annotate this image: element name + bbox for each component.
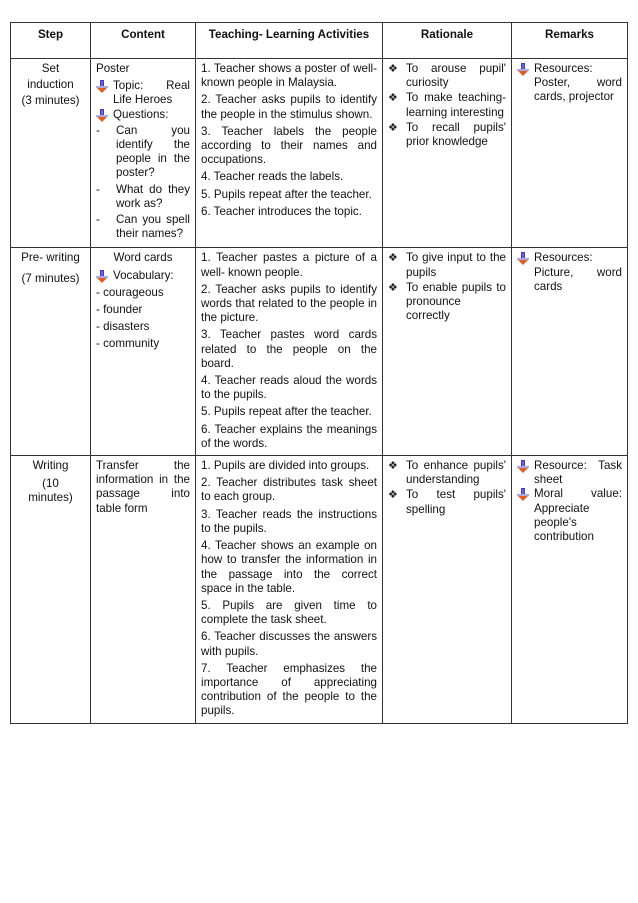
list-item: Moral value: Appreciate people's contribution xyxy=(517,487,622,544)
activity-step: 5. Pupils are given time to complete the task sheet. xyxy=(201,598,377,627)
activities-cell xyxy=(196,248,383,456)
activity-step: 6. Teacher discusses the answers with pupils. xyxy=(201,630,377,658)
activity-step: 4. Teacher reads aloud the words to the pupils. xyxy=(201,374,377,402)
pointer-bullet-icon xyxy=(517,252,529,265)
activities-cell xyxy=(196,59,383,248)
activity-step: 5. Pupils repeat after the teacher. xyxy=(201,405,372,419)
list-item: ❖ To enhance pupils' understanding xyxy=(388,459,506,487)
activities-cell xyxy=(196,456,383,723)
vocabulary-item: - courageous xyxy=(96,285,164,299)
diamond-bullet-icon: ❖ xyxy=(388,489,398,502)
step-name: Pre- writing xyxy=(21,251,80,265)
remarks-cell xyxy=(512,59,628,248)
list-item: ❖ To recall pupils' prior knowledge xyxy=(388,120,506,149)
pointer-bullet-icon xyxy=(517,460,529,473)
list-item: Vocabulary: xyxy=(96,269,190,283)
vocabulary-item: - disasters xyxy=(96,320,150,334)
table-row xyxy=(11,248,628,456)
vocabulary-item: - community xyxy=(96,337,160,351)
activity-step: 2. Teacher asks pupils to identify the people in the stimulus shown. xyxy=(201,93,377,121)
activity-step: 5. Pupils repeat after the teacher. xyxy=(201,187,372,201)
pointer-bullet-icon xyxy=(517,63,529,76)
list-item: ❖ To enable pupils to pronounce correctly xyxy=(388,280,506,323)
step-cell xyxy=(11,456,91,723)
activity-step: 1. Teacher pastes a picture of a well- known people. xyxy=(201,251,377,279)
pointer-bullet-icon xyxy=(96,270,108,283)
diamond-bullet-icon: ❖ xyxy=(388,281,398,294)
diamond-bullet-icon: ❖ xyxy=(388,92,398,105)
content-title: Poster xyxy=(96,62,130,75)
activity-step: 1. Teacher shows a poster of well- known people in Malaysia. xyxy=(201,62,377,90)
remarks-cell xyxy=(512,248,628,456)
diamond-bullet-icon: ❖ xyxy=(388,121,398,134)
step-duration: minutes) xyxy=(28,491,73,505)
content-text: Transfer the information in the passage into table form xyxy=(96,459,190,515)
header-content: Content xyxy=(91,23,196,59)
question-item: - Can you spell their names? xyxy=(96,213,190,241)
activity-step: 6. Teacher explains the meanings of the words. xyxy=(201,422,377,450)
vocabulary-item: - founder xyxy=(96,303,143,317)
header-activities: Teaching- Learning Activities xyxy=(196,23,383,59)
content-cell xyxy=(91,59,196,248)
diamond-bullet-icon: ❖ xyxy=(388,460,398,473)
activity-step: 4. Teacher shows an example on how to transfer the information in the passage into the correct space in the table. xyxy=(201,539,377,595)
step-name: Set xyxy=(41,62,60,75)
list-item: Resources: Picture, word cards xyxy=(517,251,622,294)
step-cell xyxy=(11,59,91,248)
list-item: ❖ To arouse pupil' curiosity xyxy=(388,62,506,90)
step-name: induction xyxy=(27,78,74,92)
remarks-cell xyxy=(512,456,628,723)
header-rationale: Rationale xyxy=(383,23,512,59)
diamond-bullet-icon: ❖ xyxy=(388,252,398,265)
list-item: Topic: Real Life Heroes xyxy=(96,79,190,107)
diamond-bullet-icon: ❖ xyxy=(388,63,398,75)
list-item: ❖ To make teaching-learning interesting xyxy=(388,91,506,119)
header-remarks: Remarks xyxy=(512,23,628,59)
activity-step: 6. Teacher introduces the topic. xyxy=(201,204,362,218)
pointer-bullet-icon xyxy=(517,488,529,501)
pointer-bullet-icon xyxy=(96,80,108,93)
step-duration: (7 minutes) xyxy=(21,271,80,285)
activity-step: 1. Pupils are divided into groups. xyxy=(201,459,370,473)
question-item: - Can you identify the people in the poster? xyxy=(96,123,190,180)
activity-step: 3. Teacher labels the people according to their names and occupations. xyxy=(201,124,377,167)
table-row xyxy=(11,59,628,248)
lesson-plan-table xyxy=(10,22,628,724)
activity-step: 3. Teacher pastes word cards related to the people on the board. xyxy=(201,328,377,370)
rationale-cell xyxy=(383,248,512,456)
list-item: Questions: xyxy=(96,108,190,122)
step-duration: (3 minutes) xyxy=(21,94,80,108)
step-duration: (10 xyxy=(42,477,59,491)
list-item: ❖ To give input to the pupils xyxy=(388,251,506,279)
activity-step: 2. Teacher distributes task sheet to each group. xyxy=(201,476,377,504)
content-cell xyxy=(91,456,196,723)
question-item: - What do they work as? xyxy=(96,182,190,210)
header-row xyxy=(11,23,628,59)
content-cell xyxy=(91,248,196,456)
activity-step: 7. Teacher emphasizes the importance of appreciating contribution of the people to the pupils. xyxy=(201,661,377,718)
list-item: Resource: Task sheet xyxy=(517,459,622,487)
activity-step: 4. Teacher reads the labels. xyxy=(201,170,344,184)
activity-step: 3. Teacher reads the instructions to the pupils. xyxy=(201,507,377,535)
step-cell xyxy=(11,248,91,456)
table-row xyxy=(11,456,628,723)
list-item: Resources: Poster, word cards, projector xyxy=(517,62,622,105)
pointer-bullet-icon xyxy=(96,109,108,122)
content-title: Word cards xyxy=(113,251,173,265)
list-item: ❖ To test pupils' spelling xyxy=(388,488,506,516)
rationale-cell xyxy=(383,456,512,723)
activity-step: 2. Teacher asks pupils to identify words that related to the people in the picture. xyxy=(201,282,377,325)
header-step: Step xyxy=(11,23,91,59)
step-name: Writing xyxy=(32,459,69,473)
rationale-cell xyxy=(383,59,512,248)
